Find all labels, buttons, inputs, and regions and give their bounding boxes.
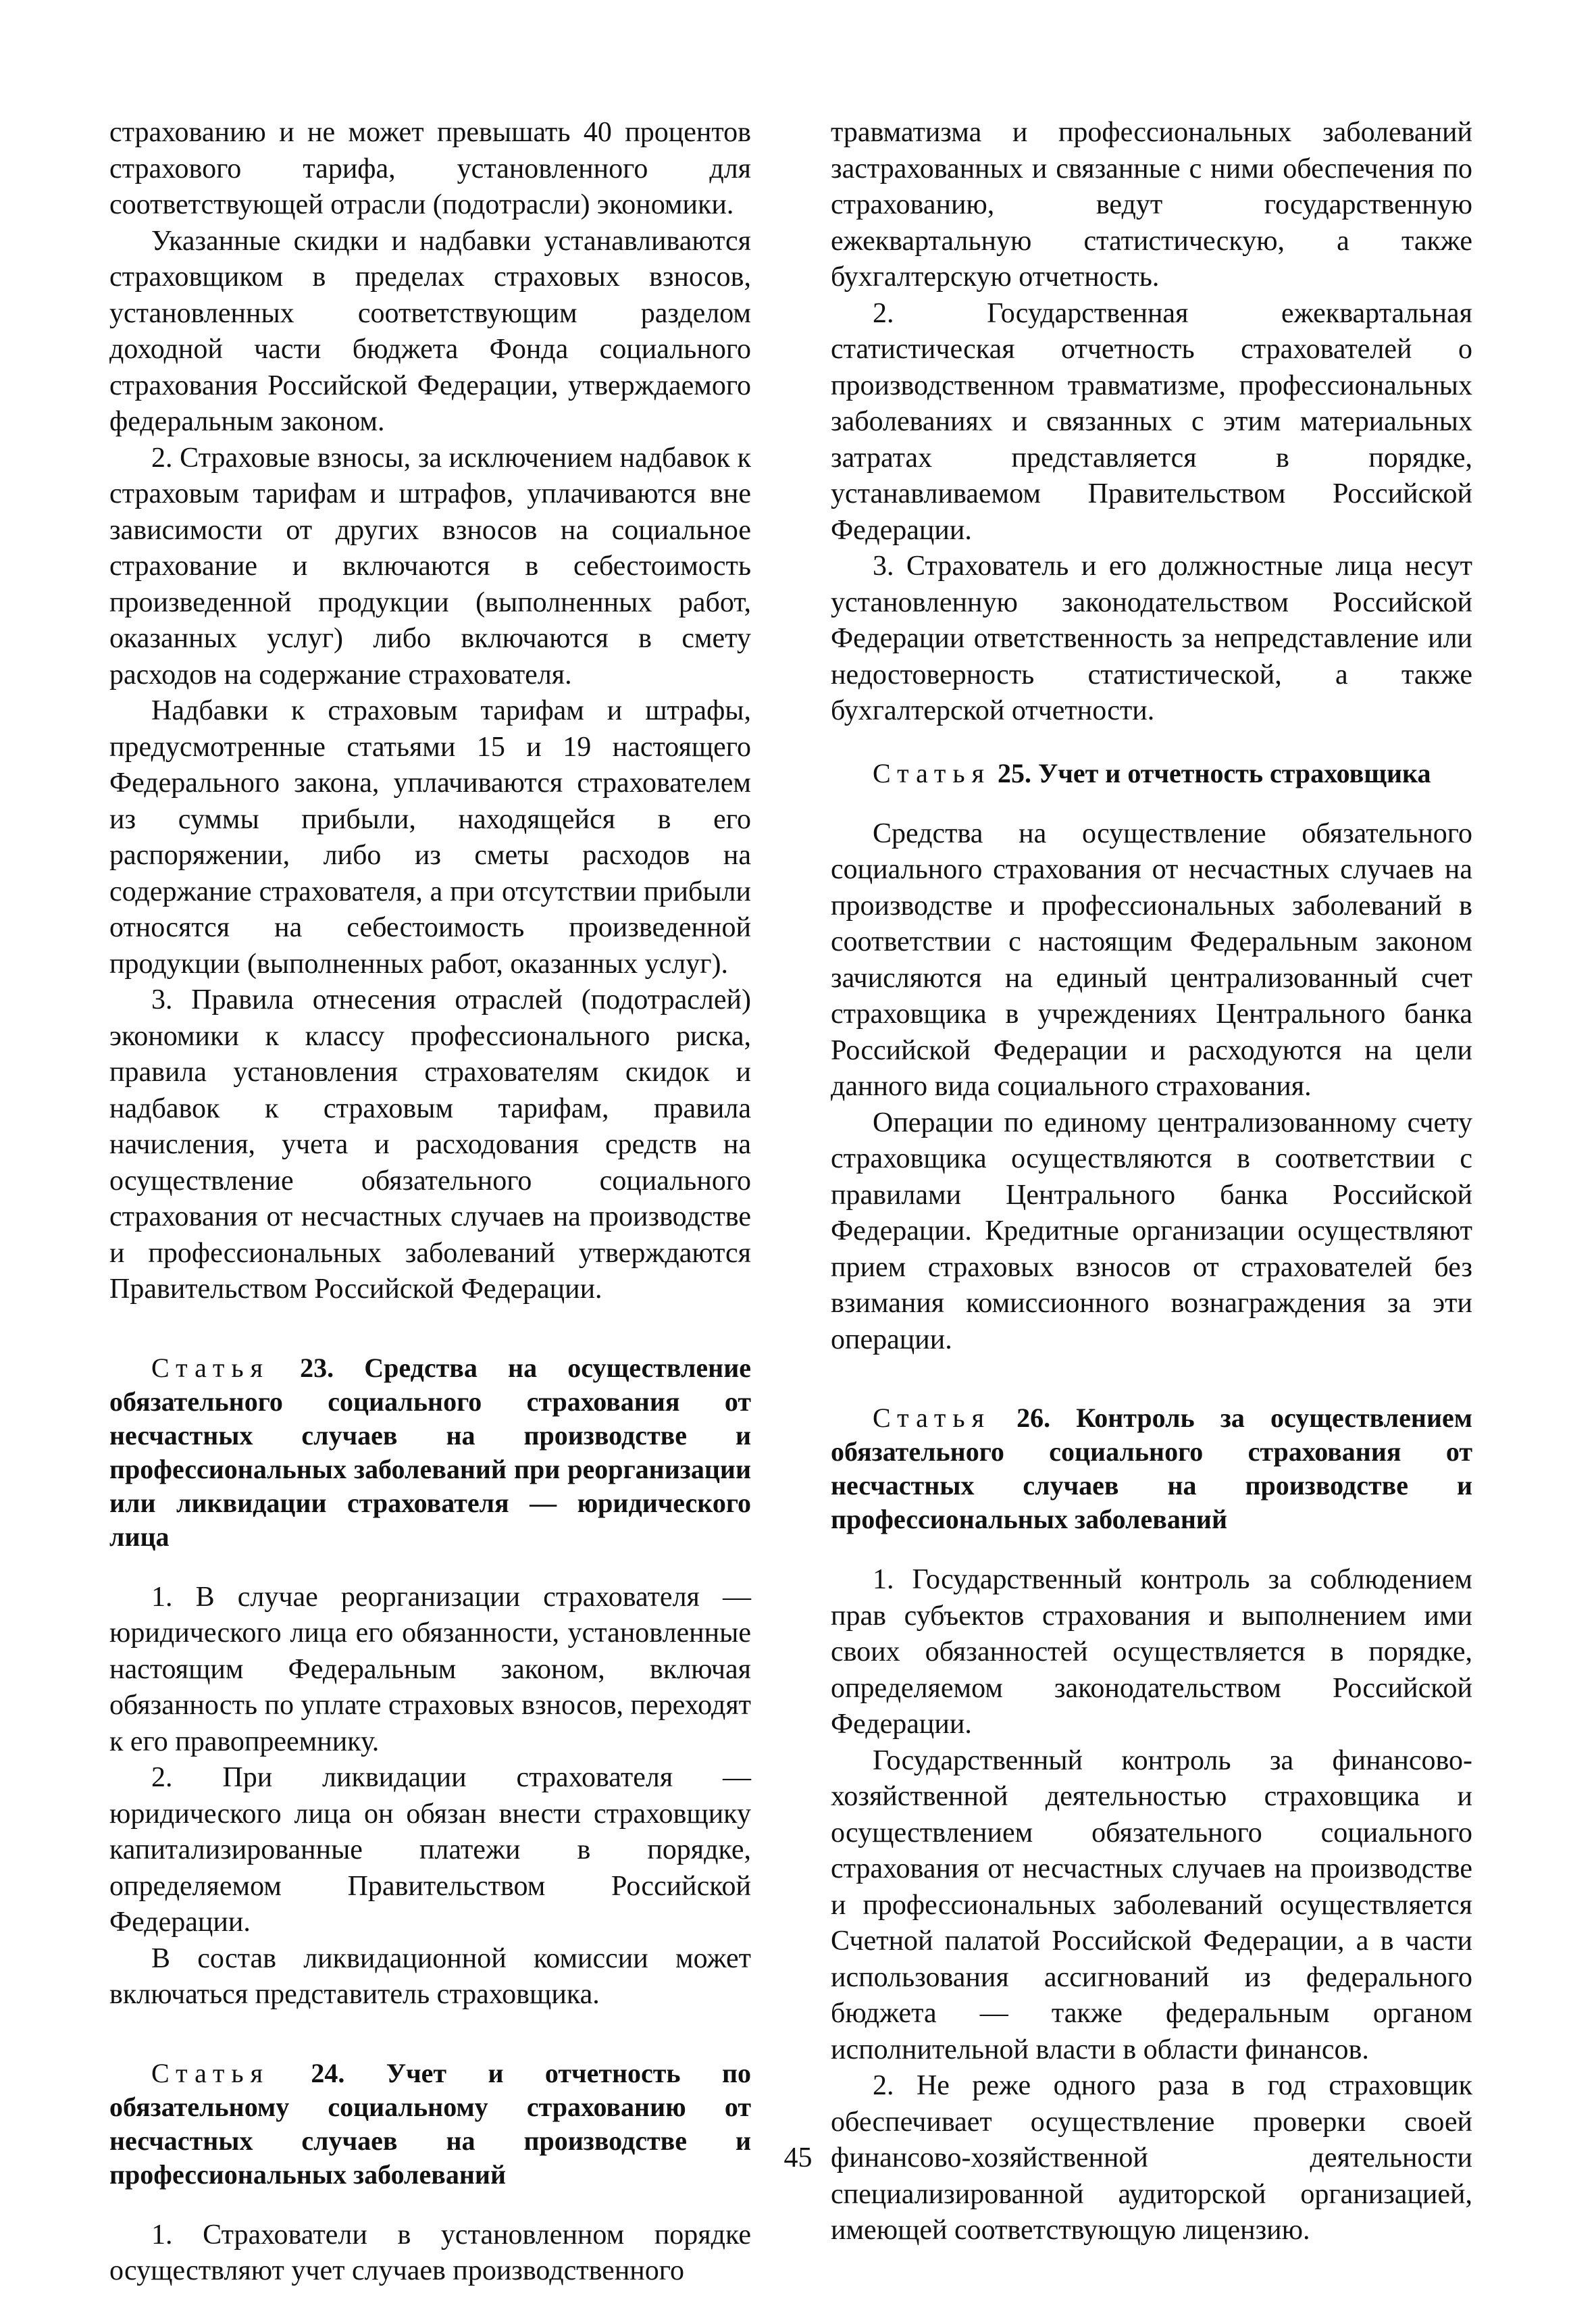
article-label: Статья xyxy=(873,1403,991,1433)
paragraph: 1. Страхователи в установленном порядке осуществляют учет случаев производственного xyxy=(109,2219,751,2286)
paragraph: Указанные скидки и надбавки устанавливаются страховщиком в пределах страховых взносов, установленных соответствующим разделом доходной части бюджета Фонда социального страхования Российской Федерации, утверждаемого федеральным законом. xyxy=(109,225,751,437)
article-title: 23. Средства на осуществление обязательного социального страхования от несчастных случаев на производстве и профессиональных заболеваний при реорганизации или ликвидации страхователя — юридического лица xyxy=(109,1352,751,1552)
paragraph: Надбавки к страховым тарифам и штрафы, предусмотренные статьями 15 и 19 настоящего Федерального закона, уплачиваются страхователем из суммы прибыли, находящейся в его распоряжении, либо из сметы расходов на содержание страхователя, а при отсутствии прибыли относятся на себестоимость произведенной продукции (выполненных работ, оказанных услуг). xyxy=(109,695,751,980)
article-25-heading xyxy=(831,757,1472,790)
right-column xyxy=(831,115,1472,2249)
paragraph: 2. Страховые взносы, за исключением надбавок к страховым тарифам и штрафов, уплачиваются вне зависимости от других взносов на социальное страхование и включаются в себестоимость произведенной продукции (выполненных работ, оказанных услуг) либо включаются в смету расходов на содержание страхователя. xyxy=(109,442,751,690)
paragraph: 2. При ликвидации страхователя — юридического лица он обязан внести страховщику капитализированные платежи в порядке, определяемом Правительством Российской Федерации. xyxy=(109,1762,751,1938)
paragraph: В состав ликвидационной комиссии может включаться представитель страховщика. xyxy=(109,1942,751,2010)
paragraph: 3. Правила отнесения отраслей (подотраслей) экономики к классу профессионального риска, правила установления страхователям скидок и надбавок к страховым тарифам, правила начисления, учета и расходования средств на осуществление обязательного социального страхования от несчастных случаев на производстве и профессиональных заболеваний утверждаются Правительством Российской Федерации. xyxy=(109,984,751,1305)
paragraph: травматизма и профессиональных заболеваний застрахованных и связанные с ними обеспечения по страхованию, ведут государственную ежеквартальную статистическую, а также бухгалтерскую отчетность. xyxy=(831,117,1472,293)
left-column xyxy=(109,115,751,2290)
paragraph: 2. Государственная ежеквартальная статистическая отчетность страхователей о производственном травматизме, профессиональных заболеваниях и связанных с этим материальных затратах представляется в порядке, устанавливаемом Правительством Российской Федерации. xyxy=(831,297,1472,546)
paragraph: 1. В случае реорганизации страхователя — юридического лица его обязанности, установленные настоящим Федеральным законом, включая обязанность по уплате страховых взносов, переходят к его правопреемнику. xyxy=(109,1581,751,1757)
page-number: 45 xyxy=(783,2142,813,2173)
paragraph: Средства на осуществление обязательного социального страхования от несчастных случаев на производстве и профессиональных заболеваний в соответствии с настоящим Федеральным законом зачисляются на единый централизованный счет страховщика в учреждениях Центрального банка Российской Федерации и расходуются на цели данного вида социального страхования. xyxy=(831,818,1472,1102)
paragraph: страхованию и не может превышать 40 процентов страхового тарифа, установленного для соответствующей отрасли (подотрасли) экономики. xyxy=(109,117,751,220)
article-23-heading xyxy=(109,1351,751,1554)
article-title: 24. Учет и отчетность по обязательному социальному страхованию от несчастных случаев на производстве и профессиональных заболеваний xyxy=(109,2057,752,2190)
paragraph: Государственный контроль за финансово-хозяйственной деятельностью страховщика и осуществлением обязательного социального страхования от несчастных случаев на производстве и профессиональных заболеваний осуществляется Счетной палатой Российской Федерации, а в части использования ассигнований из федерального бюджета — также федеральным органом исполнительной власти в области финансов. xyxy=(831,1744,1472,2065)
article-title: 26. Контроль за осуществлением обязательного социального страхования от несчастных случаев на производстве и профессиональных заболеваний xyxy=(831,1403,1472,1534)
paragraph: 2. Не реже одного раза в год страховщик обеспечивает осуществление проверки своей финансово-хозяйственной деятельности специализированной аудиторской организацией, имеющей соответствующую лицензию. xyxy=(831,2070,1472,2246)
article-label: Статья xyxy=(151,2057,269,2088)
paragraph: 1. Государственный контроль за соблюдением прав субъектов страхования и выполнением ими своих обязанностей осуществляется в порядке, определяемом законодательством Российской Федерации. xyxy=(831,1564,1472,1740)
article-title: 25. Учет и отчетность страховщика xyxy=(997,757,1431,788)
article-26-heading xyxy=(831,1401,1472,1536)
article-label: Статья xyxy=(151,1352,269,1383)
paragraph: Операции по единому централизованному счету страховщика осуществляются в соответствии с правилами Центрального банка Российской Федерации. Кредитные организации осуществляют прием страховых взносов от страхователей без взимания комиссионного вознаграждения за эти операции. xyxy=(831,1107,1472,1355)
paragraph: 3. Страхователь и его должностные лица несут установленную законодательством Российской Федерации ответственность за непредставление или недостоверность статистической, а также бухгалтерской отчетности. xyxy=(831,551,1472,726)
article-label: Статья xyxy=(873,757,991,788)
